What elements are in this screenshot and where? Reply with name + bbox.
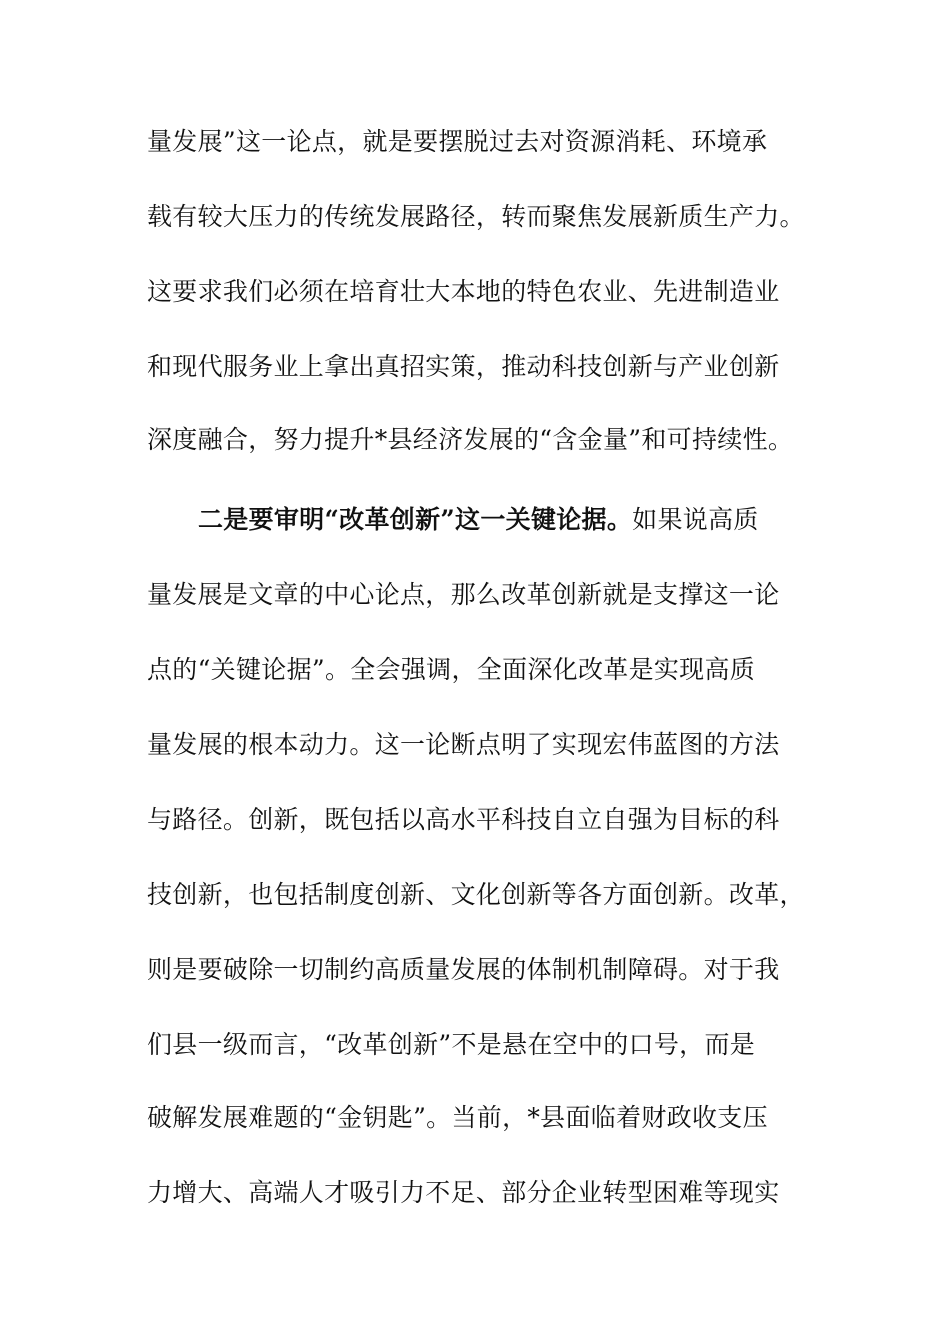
text-line: 这要求我们必须在培育壮大本地的特色农业、先进制造业 bbox=[147, 277, 780, 306]
text-line: 与路径。创新，既包括以高水平科技自立自强为目标的科 bbox=[147, 805, 780, 834]
text-line: 量发展的根本动力。这一论断点明了实现宏伟蓝图的方法 bbox=[147, 730, 780, 759]
text-line: 量发展是文章的中心论点，那么改革创新就是支撑这一论 bbox=[147, 580, 780, 609]
text-line: 量发展”这一论点，就是要摆脱过去对资源消耗、环境承 bbox=[147, 127, 768, 156]
text-line: 技创新，也包括制度创新、文化创新等各方面创新。改革， bbox=[147, 880, 805, 909]
text-line: 则是要破除一切制约高质量发展的体制机制障碍。对于我 bbox=[147, 955, 780, 984]
text-line: 们县一级而言，“改革创新”不是悬在空中的口号，而是 bbox=[147, 1030, 756, 1059]
text-line: 深度融合，努力提升*县经济发展的“含金量”和可持续性。 bbox=[147, 425, 794, 454]
text-span: 如果说高质 bbox=[632, 505, 759, 534]
text-line: 载有较大压力的传统发展路径，转而聚焦发展新质生产力。 bbox=[147, 202, 805, 231]
text-line: 和现代服务业上拿出真招实策，推动科技创新与产业创新 bbox=[147, 352, 780, 381]
paragraph-heading: 二是要审明“改革创新”这一关键论据。 bbox=[198, 505, 633, 534]
text-line: 破解发展难题的“金钥匙”。当前，*县面临着财政收支压 bbox=[147, 1103, 768, 1132]
text-line: 力增大、高端人才吸引力不足、部分企业转型困难等现实 bbox=[147, 1178, 780, 1207]
text-line: 点的“关键论据”。全会强调，全面深化改革是实现高质 bbox=[147, 655, 756, 684]
text-line bbox=[198, 505, 759, 535]
